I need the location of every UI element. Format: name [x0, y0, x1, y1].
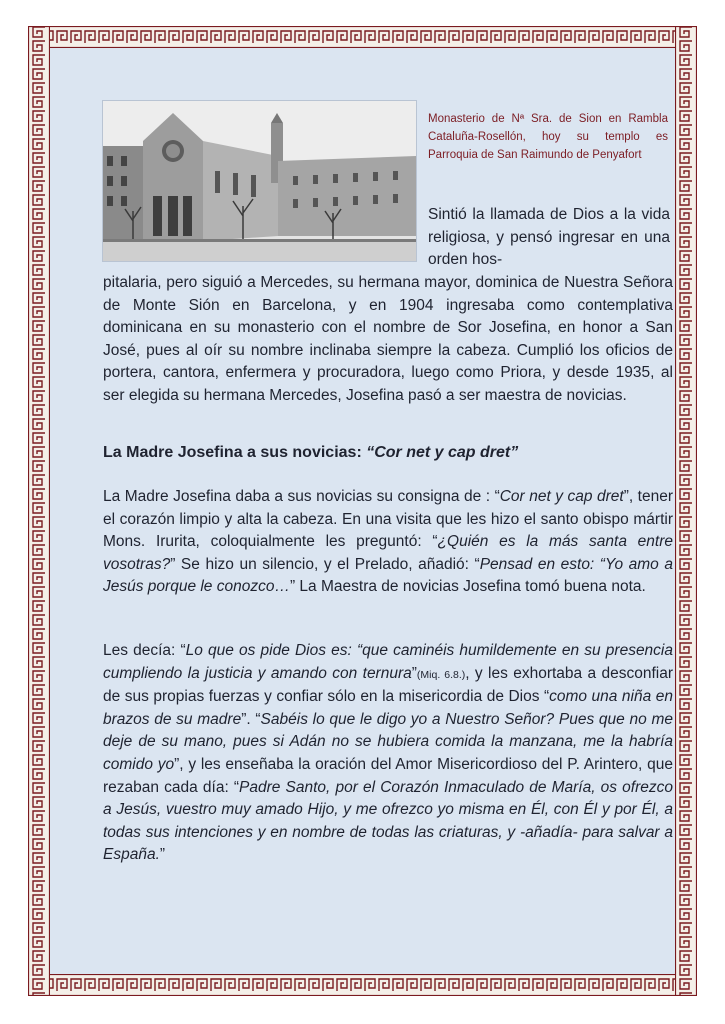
p3-reference: (Miq. 6.8.) — [416, 668, 466, 681]
greek-key-border-bottom — [28, 974, 697, 996]
p2-seg-5: ” Se hizo un silencio, y el Prelado, añadió: “ — [170, 555, 480, 573]
heading-text: La Madre Josefina a sus novicias: — [103, 444, 367, 461]
greek-key-border-left — [28, 26, 50, 996]
paragraph-1-intro: Sintió la llamada de Dios a la vida religiosa, y pensó ingresar en una orden hos- — [428, 206, 670, 269]
p3-quote-4: Sabéis lo que le digo yo a Nuestro Señor? Pues que no me deje de su mano, pues si Adán no se hubiera comida la manzana, me la habría comido yo — [103, 710, 673, 773]
p3-prayer: Padre Santo, por el Corazón Inmaculado de María, os ofrezco a Jesús, vuestro muy amado Hijo, y me ofrezco yo misma en Él, con Él y por Él, a todas sus intenciones y en nombre de todas las criaturas, y -añadía- para salvar a España. — [103, 778, 673, 864]
p2-seg-7: ” La Maestra de novicias Josefina tomó buena nota. — [289, 578, 646, 596]
greek-key-border-top — [28, 26, 697, 48]
p3-seg-4: ” — [411, 664, 417, 682]
p3-seg-1: Les decía: “ — [103, 642, 186, 659]
paragraph-2 — [103, 486, 673, 599]
section-heading — [103, 444, 673, 462]
p3-quote-1: Lo que os pide Dios es: “ — [185, 642, 363, 659]
p3-seg-10: ”, y les enseñaba la oración del Amor Misericordioso del P. Arintero, que rezaban cada día: “ — [103, 755, 673, 796]
p2-seg-3: ”, tener el corazón limpio y alta la cabeza. En una visita que les hizo el santo obispo mártir Mons. Irurita, coloquialmente les preguntó: “ — [103, 488, 673, 551]
photo-caption: Monasterio de Nª Sra. de Sion en Rambla Cataluña-Rosellón, hoy su templo es Parroquia de San Raimundo de Penyafort — [428, 113, 668, 161]
p2-quote: Pensad en esto: “Yo amo a Jesús porque le conozco… — [103, 555, 673, 596]
paragraph-1-continuation: pitalaria, pero siguió a Mercedes, su hermana mayor, dominica de Nuestra Señora de Monte Sión en Barcelona, y en 1904 ingresaba como contemplativa dominicana en su monasterio con el nombre de Sor Josefina, en honor a San José, pues al oír su nombre inclinaba siempre la cabeza. Cumplió los oficios de portera, cantora, enfermera y procuradora, luego como Priora, y desde 1935, al ser elegida su hermana Mercedes, Josefina pasó a ser maestra de novicias. — [103, 274, 673, 404]
paragraph-3 — [103, 640, 673, 867]
p3-seg-8: ”. “ — [241, 710, 261, 728]
p2-motto: Cor net y cap dret — [499, 488, 624, 505]
monastery-photo — [103, 101, 416, 261]
p3-quote-2: que caminéis humildemente en su presencia cumpliendo la justicia y amando con ternura — [103, 642, 673, 682]
p2-seg-1: La Madre Josefina daba a sus novicias su consigna de : “ — [103, 488, 500, 505]
p3-seg-6: , y les exhortaba a desconfiar de sus propias fuerzas y confiar sólo en la misericordia de Dios “ — [103, 664, 673, 706]
greek-key-border-right — [675, 26, 697, 996]
p3-seg-12: ” — [159, 846, 166, 864]
p3-quote-3: como una niña en brazos de su madre — [103, 688, 673, 728]
p2-question: ¿Quién es la más santa entre vosotras? — [103, 533, 674, 573]
heading-motto: “Cor net y cap dret” — [366, 444, 519, 461]
